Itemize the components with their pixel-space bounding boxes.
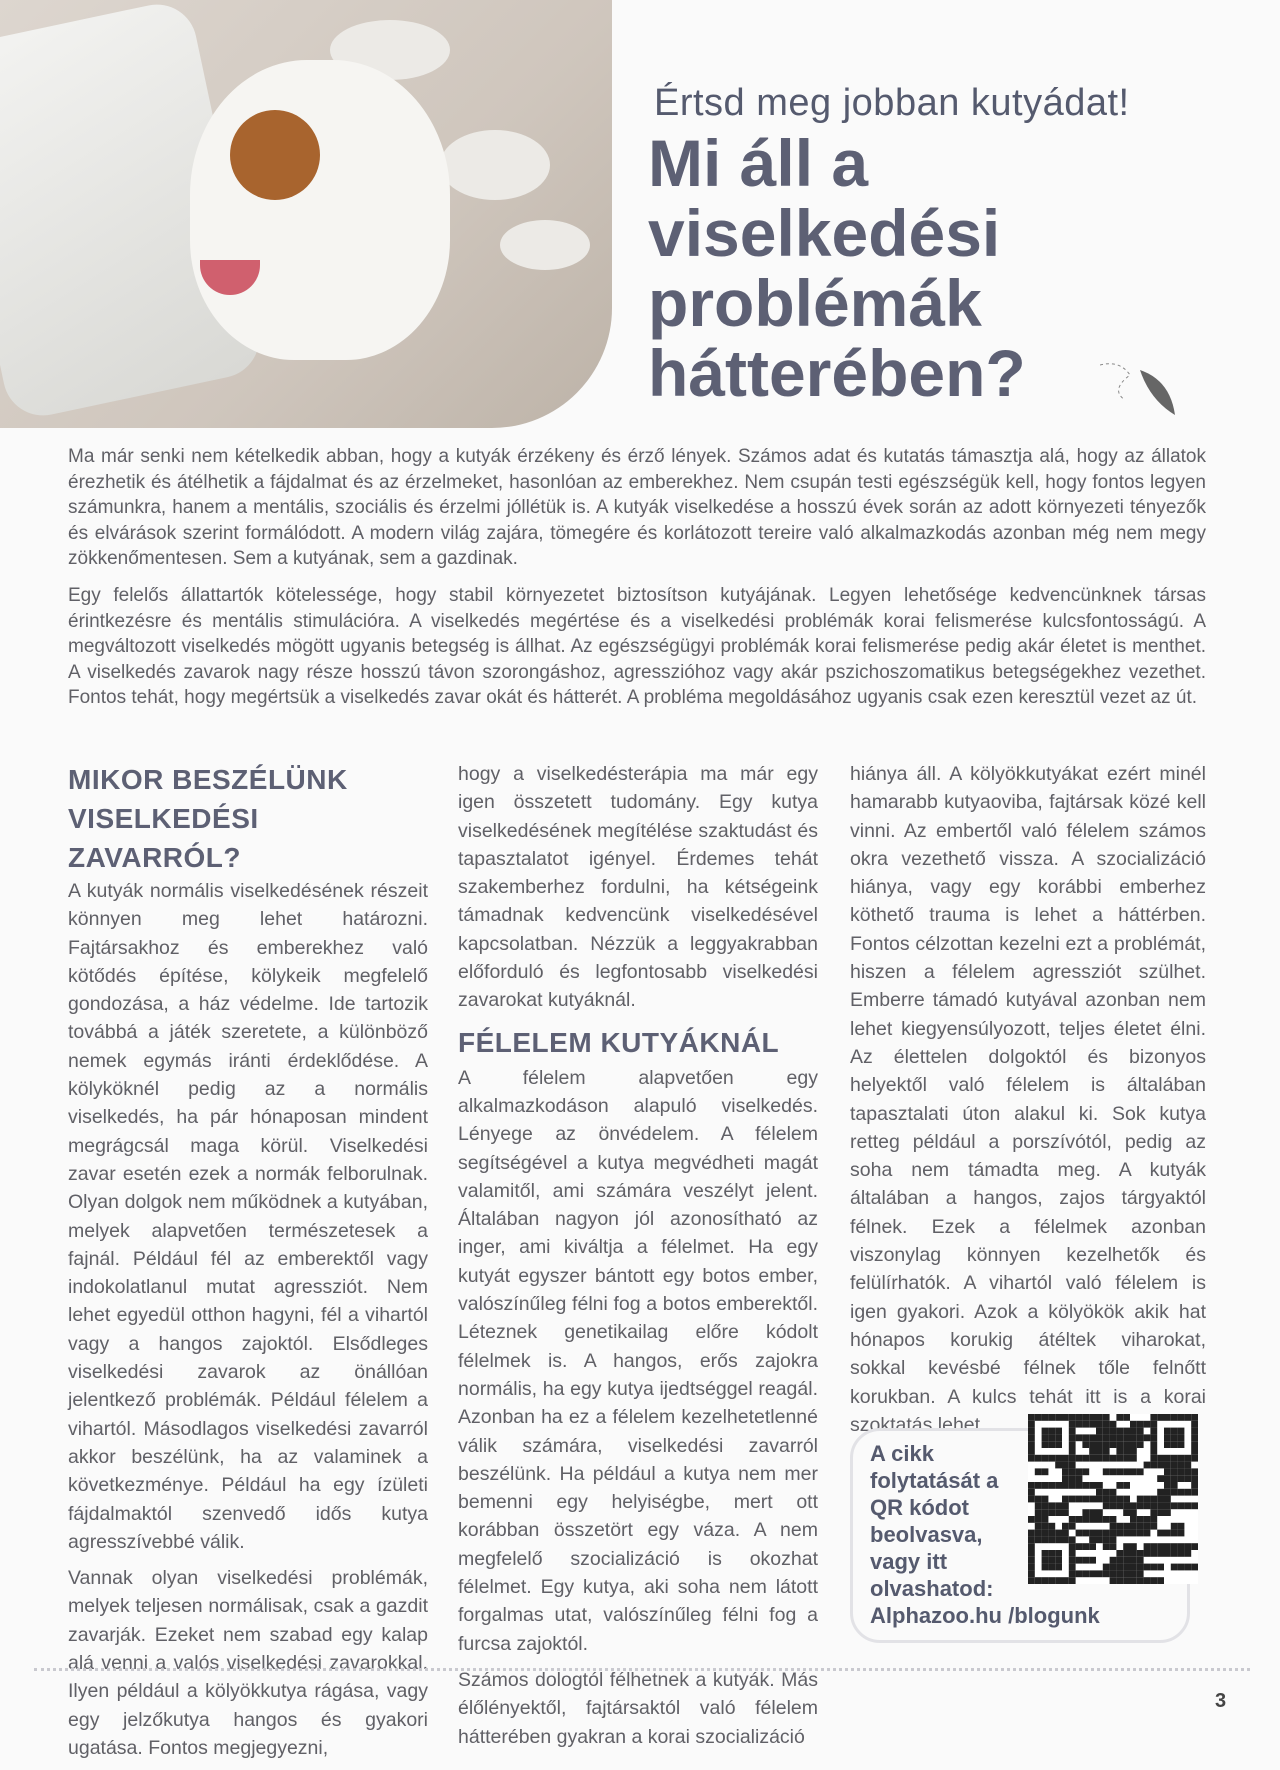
page-number: 3: [1215, 1690, 1227, 1712]
section-heading: MIKOR BESZÉLÜNK VISELKEDÉSI ZAVARRÓL?: [68, 764, 348, 873]
dog-photo: [0, 0, 612, 428]
column-3: [850, 760, 1206, 1447]
intro-paragraph: Ma már senki nem kételkedik abban, hogy a kutyák érzékeny és érző lények. Számos adat és kutatás támasztja alá, hogy az állatok érezhetik és átélhetik a fájdalmat és az érzelmeket, hasonlóan az emberekhez. Nem csupán testi egészségük kell, hogy fontos legyen számunkra, hanem a mentális, szociális és érzelmi jóllétük is. A kutyák viselkedése a hosszú évek során az adott környezeti tényezők és elvárások szerint formálódott. A modern világ zajára, tömegére és korlátozott tereire való alkalmazkodás azonban még nem megy zökkenőmentesen. Sem a kutyának, sem a gazdinak.: [68, 446, 1206, 569]
paragraph: Számos dologtól félhetnek a kutyák. Más élőlényektől, fajtársaktól való félelem hátterében gyakran a korai szocializáció: [458, 1668, 818, 1748]
title-line: problémák: [648, 266, 982, 340]
kicker: Értsd meg jobban kutyádat!: [654, 82, 1130, 124]
paragraph: A félelem alapvetően egy alkalmazkodáson alapuló viselkedés. Lényege az önvédelem. A félelem segítségével a kutya megvédheti magát valamitől, ami számára veszélyt jelent. Általában nagyon jól azonosítható az inger, ami kiváltja a félelmet. Ha egy kutyát egyszer bántott egy botos ember, valószínűleg félni fog a botos emberektől. Léteznek genetikailag előre kódolt félelmek is. A hangos, erős zajokra normális, ha egy kutya ijedtséggel reagál. Azonban ha ez a félelem kezelhetetlenné válik számára, viselkedési zavarról beszélünk. Ha például a kutya nem mer bemenni egy helyiségbe, mert ott korábban összetört egy váza. A nem megfelelő szocializáció is okozhat félelmet. Egy kutya, aki soha nem látott forgalmas utat, valószínűleg félni fog a furcsa zajoktól.: [458, 1066, 818, 1655]
title-line: Mi áll a: [648, 126, 869, 200]
dog-ear-patch: [230, 110, 320, 200]
section-heading: FÉLELEM KUTYÁKNÁL: [458, 1026, 780, 1058]
stuffing: [440, 130, 550, 200]
feather-icon: [1100, 360, 1180, 420]
stuffing: [500, 220, 590, 270]
dog: [190, 60, 450, 360]
qr-code[interactable]: [1028, 1414, 1198, 1584]
paragraph: A kutyák normális viselkedésének részeit könnyen meg lehet határozni. Fajtársakhoz és emberekhez való kötődés építése, kölykeik megfelelő gondozása, a ház védelme. Ide tartozik továbbá a játék szeretete, a különböző nemek egymás iránti érdeklődése. A kölyköknél pedig az a normális viselkedés, ha pár hónaposan mindent megrágcsál maga körül. Viselkedési zavar esetén ezek a normák felborulnak. Olyan dolgok nem működnek a kutyában, melyek alapvetően természetesek a fajnál. Például fél az emberektől vagy indokolatlanul mutat agressziót. Nem lehet egyedül otthon hagyni, fél a vihartól vagy a hangos zajoktól. Elsődleges viselkedési zavarok az önállóan jelentkező problémák. Például félelem a vihartól. Másodlagos viselkedési zavarról akkor beszélünk, ha az valaminek a következménye. Például ha egy ízületi fájdalmaktól szenvedő idős kutya agresszívebbé válik.: [68, 880, 428, 1553]
title-line: hátterében?: [648, 336, 1026, 410]
paragraph: hogy a viselkedésterápia ma már egy igen összetett tudomány. Egy kutya viselkedésének megítélése szaktudást és tapasztalatot igényel. Érdemes tehát szakemberhez fordulni, ha kétségeink támadnak kedvencünk viselkedésével kapcsolatban. Nézzük a leggyakrabban előforduló és legfontosabb viselkedési zavarokat kutyáknál.: [458, 763, 818, 1012]
column-2: [458, 760, 818, 1759]
divider: [34, 1668, 1250, 1671]
paragraph: hiánya áll. A kölyökkutyákat ezért minél hamarabb kutyaoviba, fajtársak közé kell vinni. Az embertől való félelem számos okra vezethető vissza. A szocializáció hiánya, vagy egy korábbi emberhez köthető trauma is lehet a háttérben. Fontos célzottan kezelni ezt a problémát, hiszen a félelem agressziót szülhet. Emberre támadó kutyával azonban nem lehet kiegyensúlyozott, teljes életet élni. Az élettelen dolgoktól és bizonyos helyektől való félelem is általában tapasztalati úton alakul ki. Sok kutya retteg például a porszívótól, pedig az soha nem támadta meg. A kutyák általában a hangos, zajos tárgyaktól félnek. Ezek a félelmek azonban viszonylag könnyen kezelhetők és felülírhatók. A vihartól való félelem is igen gyakori. Azok a kölyökök akik hat hónapos korukig átéltek viharokat, sokkal kevésbé félnek tőle felnőtt korukban. A kulcs tehát itt is a korai szoktatás lehet.: [850, 763, 1206, 1436]
blog-link[interactable]: Alphazoo.hu /blogunk: [870, 1603, 1100, 1628]
title-line: viselkedési: [648, 196, 1001, 270]
qr-callout-text: A cikk folytatását a QR kódot beolvasva, vagy itt olvashatod:: [870, 1441, 999, 1601]
column-1: [68, 760, 428, 1770]
intro-paragraph: Egy felelős állattartók kötelessége, hogy stabil környezetet biztosítson kutyájának. Legyen lehetősége kedvencünknek társas érintkezésre és mentális stimulációra. A viselkedés megértése és a viselkedési problémák korai felismerése kulcsfontosságú. A megváltozott viselkedés mögött ugyanis betegség is állhat. Az egészségügyi problémák korai felismerése pedig akár életet is menthet. A viselkedés zavarok nagy része hosszú távon szorongáshoz, agresszióhoz vagy akár pszichoszomatikus betegségekhez vezethet. Fontos tehát, hogy megértsük a viselkedés zavar okát és hátterét. A probléma megoldásához ugyanis csak ezen keresztül vezet az út.: [68, 585, 1206, 708]
paragraph: Vannak olyan viselkedési problémák, melyek teljesen normálisak, csak a gazdit zavarják. Ezeket nem szabad egy kalap alá venni a valós viselkedési zavarokkal. Ilyen például a kölyökkutya rágása, vagy egy jelzőkutya hangos és gyakori ugatása. Fontos megjegyezni,: [68, 1567, 428, 1759]
page-title: [648, 128, 1026, 408]
